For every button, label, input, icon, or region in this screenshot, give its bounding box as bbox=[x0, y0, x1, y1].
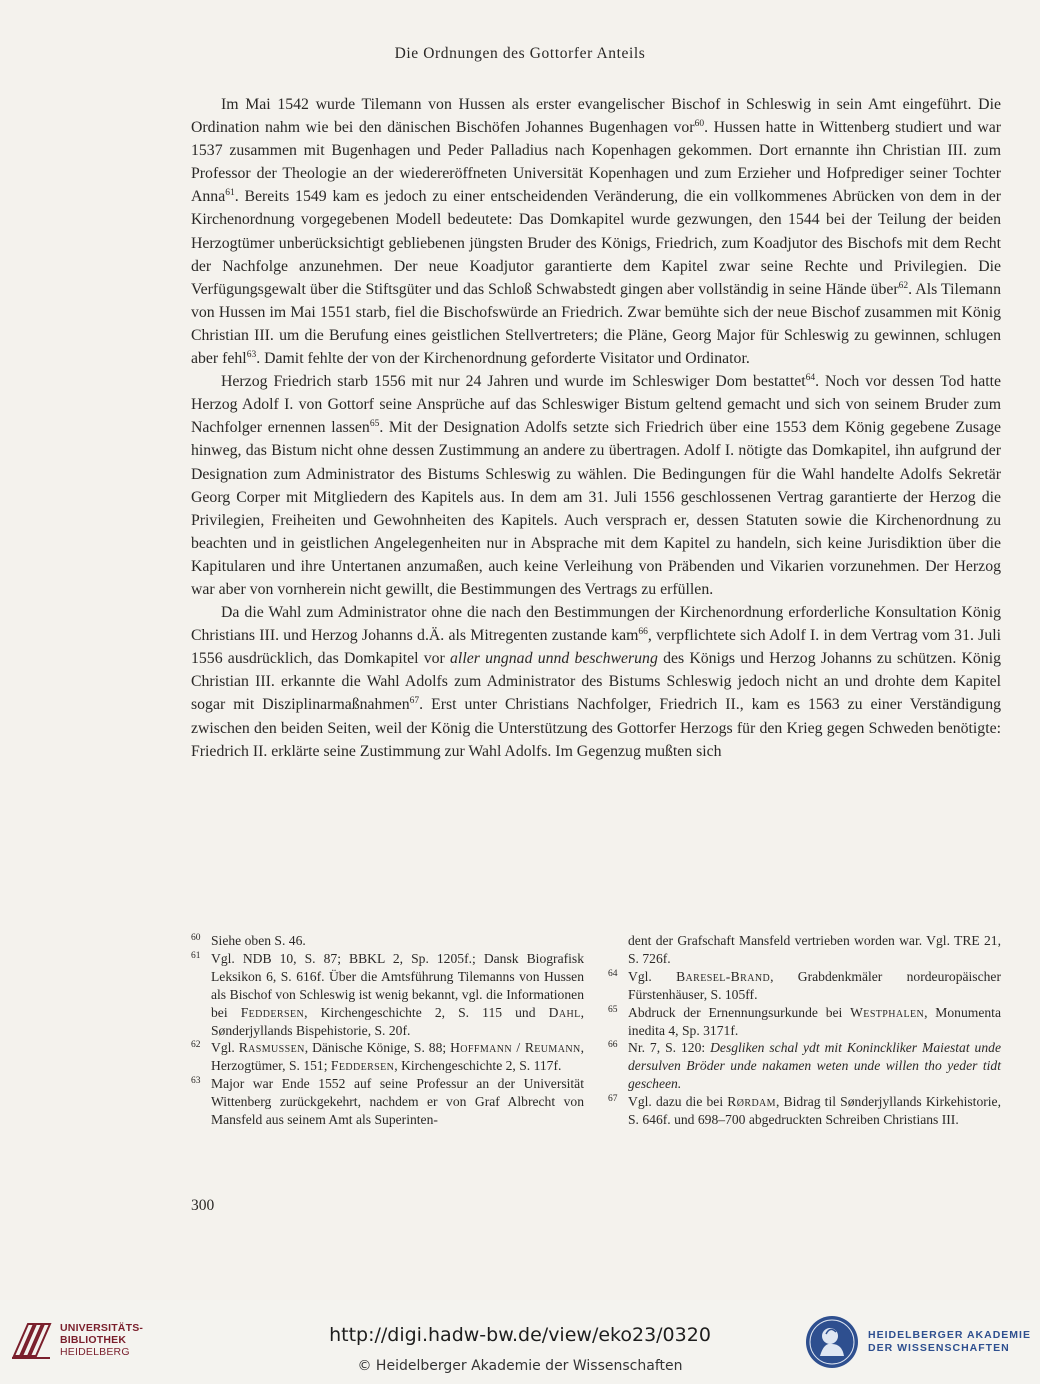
footnote-reference: 64 bbox=[805, 373, 816, 384]
academy-seal-icon[interactable] bbox=[804, 1314, 860, 1370]
text-run: Vgl. bbox=[628, 968, 677, 984]
text-run: Herzog Friedrich starb 1556 mit nur 24 Jahren und wurde im Schleswiger Dom bestattet bbox=[221, 373, 806, 391]
footnote-continuation bbox=[608, 932, 1001, 968]
text-run: dent der Grafschaft Mansfeld vertrieben worden war. Vgl. TRE 21, S. 726f. bbox=[628, 933, 1001, 966]
italic-quote: Desgliken schal ydt mit Koninckliker Maiestat unde dersulven Bröder unde nakamen weten unde willen tho yeder tidt gescheen. bbox=[628, 1040, 1001, 1092]
footnote-text bbox=[628, 933, 1001, 966]
footnote bbox=[191, 950, 584, 1040]
page-number: 300 bbox=[191, 1197, 215, 1214]
footnote-text bbox=[211, 933, 306, 948]
footnote-text bbox=[211, 951, 584, 1038]
text-run: Vgl. bbox=[211, 1040, 239, 1056]
footnote-text bbox=[211, 1040, 584, 1073]
running-head: Die Ordnungen des Gottorfer Anteils bbox=[394, 45, 646, 62]
text-run: Abdruck der Ernennungsurkunde bei bbox=[628, 1004, 851, 1020]
library-name-line: HEIDELBERG bbox=[60, 1346, 130, 1358]
footnote-text bbox=[211, 1076, 584, 1127]
library-name-line: UNIVERSITÄTS- bbox=[60, 1322, 144, 1334]
footnote-number: 67 bbox=[608, 1094, 618, 1105]
text-run: Major war Ende 1552 auf seine Professur an der Universität Wittenberg zurückgekehrt, nachdem er von Graf Albrecht von Mansfeld aus seinem Amt als Superinten- bbox=[211, 1076, 584, 1128]
text-run: . Hussen hatte in Wittenberg studiert und war 1537 zusammen mit Bugenhagen und Peder Palladius nach Kopenhagen gekommen. Dort ernannte ihn Christian III. zum Professor der Theologie an der wiedereröffneten Universität Kopenhagen und zum Erzieher und Hofprediger seiner Tochter Anna bbox=[191, 119, 1002, 206]
footnote-reference: 61 bbox=[225, 188, 235, 199]
footnote-reference: 62 bbox=[898, 280, 909, 291]
author-name: Westphalen bbox=[850, 1004, 925, 1020]
text-run: . Noch vor dessen Tod hatte Herzog Adolf I. von Gottorf seine Ansprüche auf das Schleswiger Bistum geltend gemacht und sich von seinem Bruder zum Nachfolger ernennen lassen bbox=[191, 373, 1002, 437]
text-run: . Bereits 1549 kam es jedoch zu einer entscheidenden Veränderung, die ein vollkommenes Abrücken von dem in der Kirchenordnung vorgegebenen Modell bedeutete: Das Domkapitel wurde gezwungen, den 1544 bei der Teilung der beiden Herzogtümer unberücksichtigt gebliebenen jüngsten Bruder des Königs, Friedrich, zum Koadjutor des Bischofs mit dem Recht der Nachfolge anzunehmen. Der neue Koadjutor garantierte dem Kapitel zwar seine Rechte und Privilegien. Die Verfügungsgewalt über die Stiftsgüter und das Schloß Schwabstedt gingen aber vollständig in seine Hände über bbox=[191, 188, 1001, 298]
footnotes-right-column bbox=[608, 932, 1001, 1129]
author-name: Feddersen bbox=[240, 1004, 305, 1020]
footnote bbox=[608, 968, 1001, 1004]
text-run: Vgl. dazu die bei bbox=[628, 1094, 728, 1110]
text-run: Nr. 7, S. 120: bbox=[628, 1040, 711, 1056]
text-run: , Grabdenkmäler nordeuropäischer Fürstenhäuser, S. 105ff. bbox=[628, 968, 1001, 1002]
text-run: , Herzogtümer, S. 151; bbox=[211, 1040, 584, 1074]
text-run: , Kirchengeschichte 2, S. 115 und bbox=[304, 1004, 549, 1020]
footnote-text bbox=[628, 1094, 1001, 1127]
footnote-reference: 65 bbox=[369, 419, 380, 430]
footnote-number: 66 bbox=[608, 1040, 618, 1051]
footnote bbox=[191, 932, 584, 950]
author-name: Hoffmann / Reumann bbox=[450, 1040, 581, 1056]
academy-name-line: HEIDELBERGER AKADEMIE bbox=[868, 1329, 1031, 1341]
footnote-text bbox=[628, 1040, 1001, 1091]
author-name: Feddersen bbox=[330, 1058, 395, 1074]
academy-name[interactable] bbox=[868, 1329, 1031, 1355]
footnote-number: 64 bbox=[608, 968, 618, 979]
footnote bbox=[608, 1093, 1001, 1129]
footnote-text bbox=[628, 1005, 1001, 1038]
text-run: . Erst unter Christians Nachfolger, Friedrich II., kam es 1563 zu einer Verständigung zwischen den beiden Seiten, weil der König die Unterstützung des Gottorfer Herzogs für den Krieg gegen Schweden benötigte: Friedrich II. erklärte seine Zustimmung zur Wahl Adolfs. Im Gegenzug mußten sich bbox=[191, 696, 1001, 760]
author-name: Rørdam bbox=[727, 1094, 776, 1110]
footnote-number: 65 bbox=[608, 1004, 618, 1015]
footnote bbox=[608, 1004, 1001, 1040]
text-run: Im Mai 1542 wurde Tilemann von Hussen als erster evangelischer Bischof in Schleswig in sein Amt eingeführt. Die Ordination nahm wie bei den dänischen Bischöfen Johannes Bugenhagen vor bbox=[191, 96, 1001, 137]
footnote-number: 60 bbox=[191, 933, 201, 943]
text-run: , Sønderjyllands Bispehistorie, S. 20f. bbox=[211, 1004, 584, 1038]
text-run: Da die Wahl zum Administrator ohne die nach den Bestimmungen der Kirchenordnung erforderliche Konsultation König Christians III. und Herzog Johanns d.Ä. als Mitregenten zustande kam bbox=[191, 604, 1001, 645]
footnote bbox=[191, 1075, 584, 1129]
text-run: Vgl. NDB 10, S. 87; BBKL 2, Sp. 1205f.; Dansk Biografisk Leksikon 6, S. 616f. Über die Amtsführung Tilemanns von Hussen als Bischof von Schleswig ist wenig bekannt, vgl. die Informationen bei bbox=[211, 950, 584, 1020]
footnote-reference: 63 bbox=[246, 350, 257, 361]
text-run: , Dänische Könige, S. 88; bbox=[304, 1040, 451, 1056]
library-name-line: BIBLIOTHEK bbox=[60, 1334, 127, 1346]
footnotes-left-column bbox=[191, 932, 584, 1129]
main-text bbox=[191, 93, 1001, 763]
document-url-link[interactable]: http://digi.hadw-bw.de/view/eko23/0320 bbox=[329, 1324, 711, 1346]
footnote-text bbox=[628, 969, 1001, 1002]
text-run: . Mit der Designation Adolfs setzte sich Friedrich über eine 1553 dem König gegebene Zusage hinweg, das Bistum nicht ohne dessen Zustimmung an andere zu übertragen. Adolf I. nötigte das Domkapitel, ihn aufgrund der Designation zum Administrator des Bistums Schleswig zu wählen. Die Bedingungen für die Wahl handelte Adolfs Sekretär Georg Corper mit Mitgliedern des Kapitels aus. In dem am 31. Juli 1556 geschlossenen Vertrag garantierte der Herzog die Privilegien, Freiheiten und Gewohnheiten des Kapitels. Auch versprach er, dessen Statuten sowie die Kirchenordnung zu beachten und in geistlichen Angelegenheiten nur in Absprache mit dem Kapitel zu handeln, sich keine Jurisdiktion über die Kapitularen und ihre Untertanen anzumaßen, auch keine Verleihung von Präbenden und Vikarien vorzunehmen. Der Herzog war aber von vornherein nicht gewillt, die Bestimmungen des Vertrags zu erfüllen. bbox=[191, 419, 1001, 598]
text-run: , verpflichtete sich Adolf I. in dem Vertrag vom 31. Juli 1556 ausdrücklich, das Domkapitel vor bbox=[191, 627, 1001, 668]
author-name: Dahl bbox=[548, 1004, 581, 1020]
academy-name-line: DER WISSENSCHAFTEN bbox=[868, 1342, 1010, 1354]
footnote-reference: 60 bbox=[694, 119, 705, 130]
italic-quote: aller ungnad unnd beschwerung bbox=[450, 650, 658, 668]
author-name: Baresel-Brand bbox=[676, 968, 771, 984]
paragraph bbox=[191, 601, 1001, 763]
text-run: , Bidrag til Sønderjyllands Kirkehistorie, S. 646f. und 698–700 abgedruckten Schreiben Christians III. bbox=[628, 1094, 1001, 1128]
text-run: , Monumenta inedita 4, Sp. 3171f. bbox=[628, 1004, 1001, 1038]
copyright-notice: © Heidelberger Akademie der Wissenschaften bbox=[357, 1358, 683, 1374]
footnote-number: 63 bbox=[191, 1076, 201, 1087]
text-run: , Kirchengeschichte 2, S. 117f. bbox=[394, 1058, 562, 1074]
text-run: . Damit fehlte der von der Kirchenordnung geforderte Visitator und Ordinator. bbox=[256, 350, 750, 368]
footnote-number: 61 bbox=[191, 950, 201, 961]
text-run: Siehe oben S. 46. bbox=[211, 933, 306, 948]
footnote bbox=[191, 1039, 584, 1075]
footnote-reference: 67 bbox=[409, 696, 420, 707]
footnote-number: 62 bbox=[191, 1040, 201, 1051]
text-run: . Als Tilemann von Hussen im Mai 1551 starb, fiel die Bischofswürde an Friedrich. Zwar bemühte sich der neue Bischof zusammen mit König Christian III. um die Berufung eines geistlichen Stellvertreters; die Pläne, Georg Major für Schleswig zu gewinnen, schlugen aber fehl bbox=[191, 280, 1001, 368]
paragraph bbox=[191, 93, 1001, 370]
text-run: des Königs und Herzog Johanns zu schützen. König Christian III. erkannte die Wahl Adolfs zum Administrator des Bistums Schleswig jedoch nicht an und drohte dem Kapitel sogar mit Disziplinarmaßnahmen bbox=[191, 650, 1001, 714]
author-name: Rasmussen bbox=[238, 1040, 305, 1056]
footnote-reference: 66 bbox=[638, 627, 648, 638]
viewer-footer bbox=[0, 1300, 1040, 1384]
footnote bbox=[608, 1039, 1001, 1093]
paragraph bbox=[191, 370, 1001, 601]
